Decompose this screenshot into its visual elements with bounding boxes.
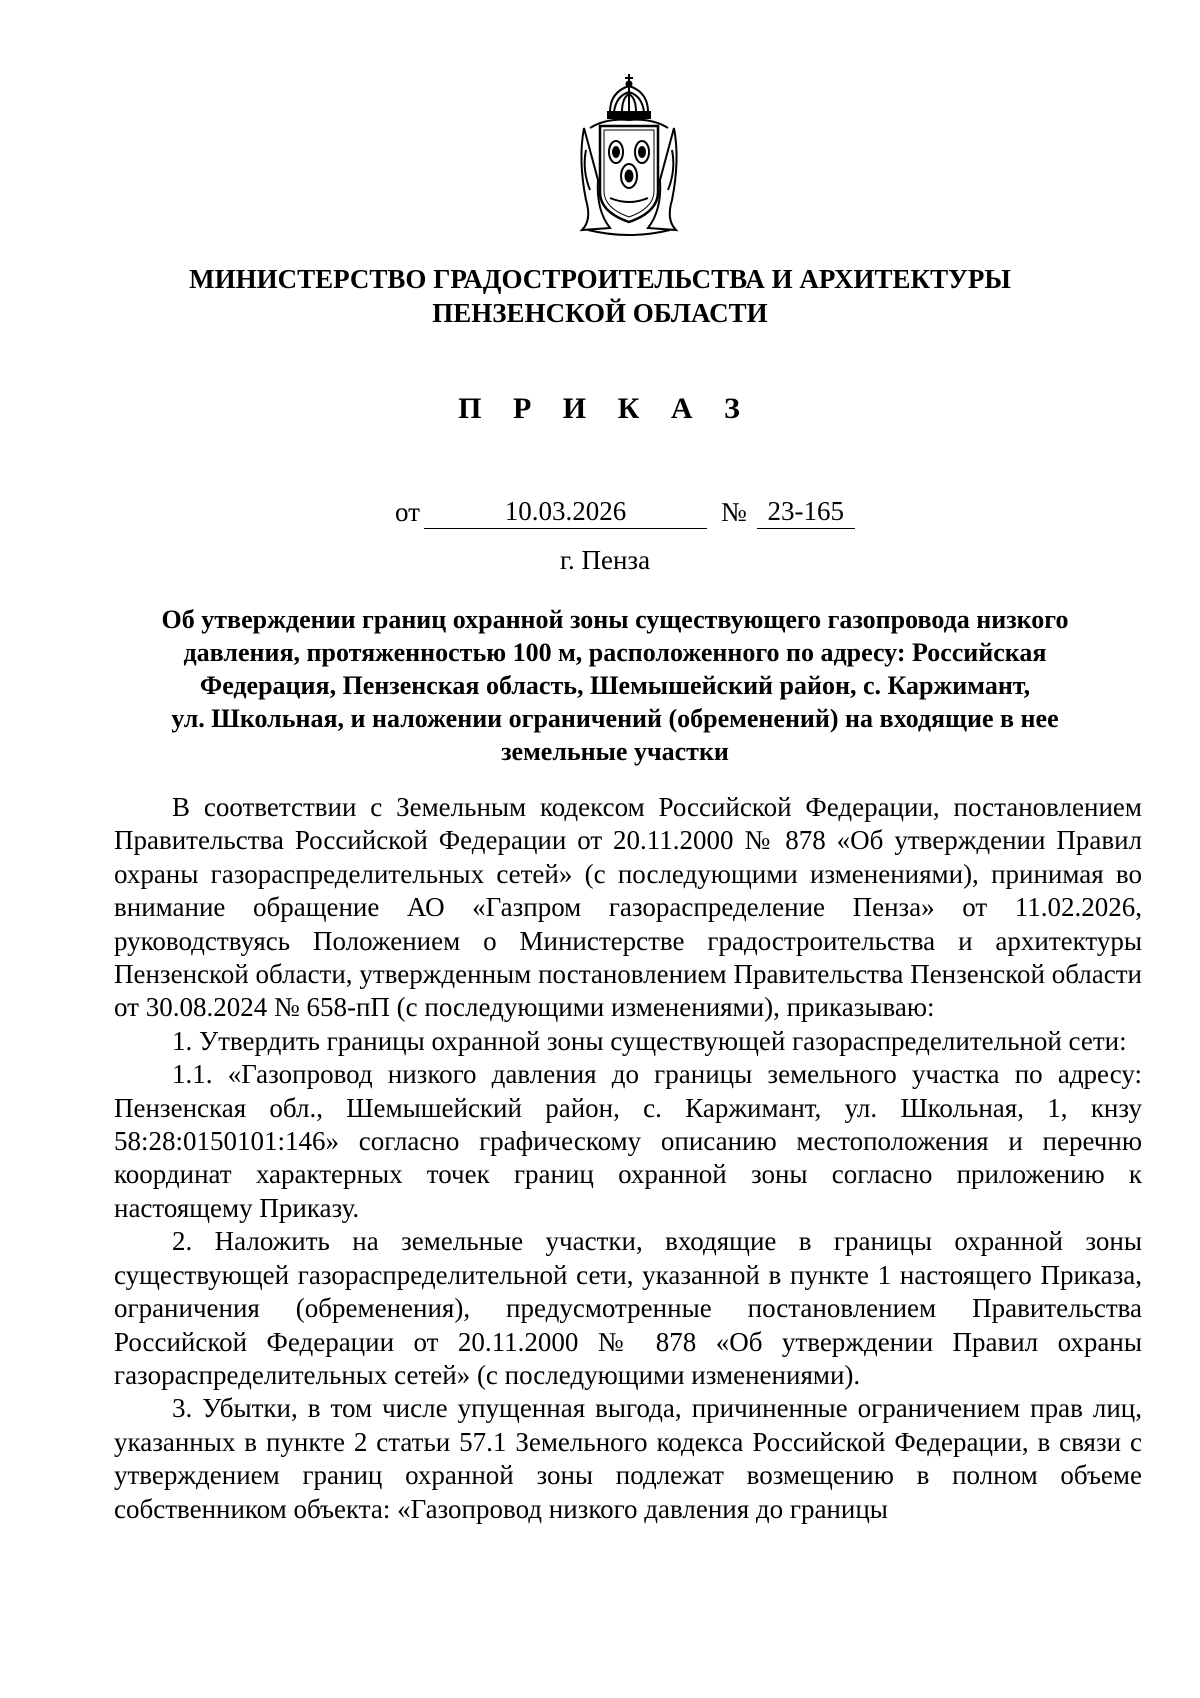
date-number-line bbox=[395, 495, 855, 529]
clause-2: 2. Наложить на земельные участки, входящие в границы охранной зоны существующей газораспределительной сети, указанной в пункте 1 настоящего Приказа, ограничения (обременения), предусмотренные постановлением Правительства Российской Федерации от 20.11.2000 № 878 «Об утверждении Правил охраны газораспределительных сетей» (с последующими изменениями). bbox=[114, 1226, 1142, 1390]
date-label: от bbox=[395, 497, 420, 527]
preamble-paragraph: В соответствии с Земельным кодексом Российской Федерации, постановлением Правительства Российской Федерации от 20.11.2000 № 878 «Об утверждении Правил охраны газораспределительных сетей» (с последующими изменениями), принимая во внимание обращение АО «Газпром газораспределение Пенза» от 11.02.2026, руководствуясь Положением о Министерстве градостроительства и архитектуры Пензенской области, утвержденным постановлением Правительства Пензенской области от 30.08.2024 № 658-пП (с последующими изменениями), приказываю: bbox=[114, 792, 1142, 1023]
document-number: 23-165 bbox=[757, 496, 855, 529]
document-subject bbox=[115, 603, 1115, 768]
ministry-name-line-1: МИНИСТЕРСТВО ГРАДОСТРОИТЕЛЬСТВА И АРХИТЕКТУРЫ bbox=[189, 264, 1011, 294]
subject-line: давления, протяженностью 100 м, расположенного по адресу: Российская bbox=[183, 638, 1047, 667]
document-body bbox=[114, 791, 1142, 1526]
document-date: 10.03.2026 bbox=[424, 496, 707, 529]
city: г. Пенза bbox=[559, 545, 651, 575]
clause-1: 1. Утвердить границы охранной зоны существующей газораспределительной сети: bbox=[172, 1025, 1127, 1056]
subject-line: Об утверждении границ охранной зоны существующего газопровода низкого bbox=[161, 605, 1069, 634]
subject-line: ул. Школьная, и наложении ограничений (обременений) на входящие в нее bbox=[171, 704, 1059, 733]
coat-of-arms-icon bbox=[570, 70, 688, 240]
clause-3: 3. Убытки, в том числе упущенная выгода, причиненные ограничением прав лиц, указанных в пункте 2 статьи 57.1 Земельного кодекса Российской Федерации, в связи с утверждением границ охранной зоны подлежат возмещению в полном объеме собственником объекта: «Газопровод низкого давления до границы bbox=[114, 1393, 1142, 1524]
ministry-name-line-2: ПЕНЗЕНСКОЙ ОБЛАСТИ bbox=[432, 298, 768, 328]
number-label: № bbox=[720, 497, 747, 527]
subject-line: Федерация, Пензенская область, Шемышейский район, с. Каржимант, bbox=[199, 671, 1031, 700]
document-type: П Р И К А З bbox=[458, 392, 752, 425]
subject-line: земельные участки bbox=[501, 737, 729, 766]
clause-1-1: 1.1. «Газопровод низкого давления до границы земельного участка по адресу: Пензенская обл., Шемышейский район, с. Каржимант, ул. Школьная, 1, кнзу 58:28:0150101:146» согласно графическому описанию местоположения и перечню координат характерных точек границ охранной зоны согласно приложению к настоящему Приказу. bbox=[114, 1059, 1142, 1223]
ministry-name bbox=[0, 262, 1200, 330]
